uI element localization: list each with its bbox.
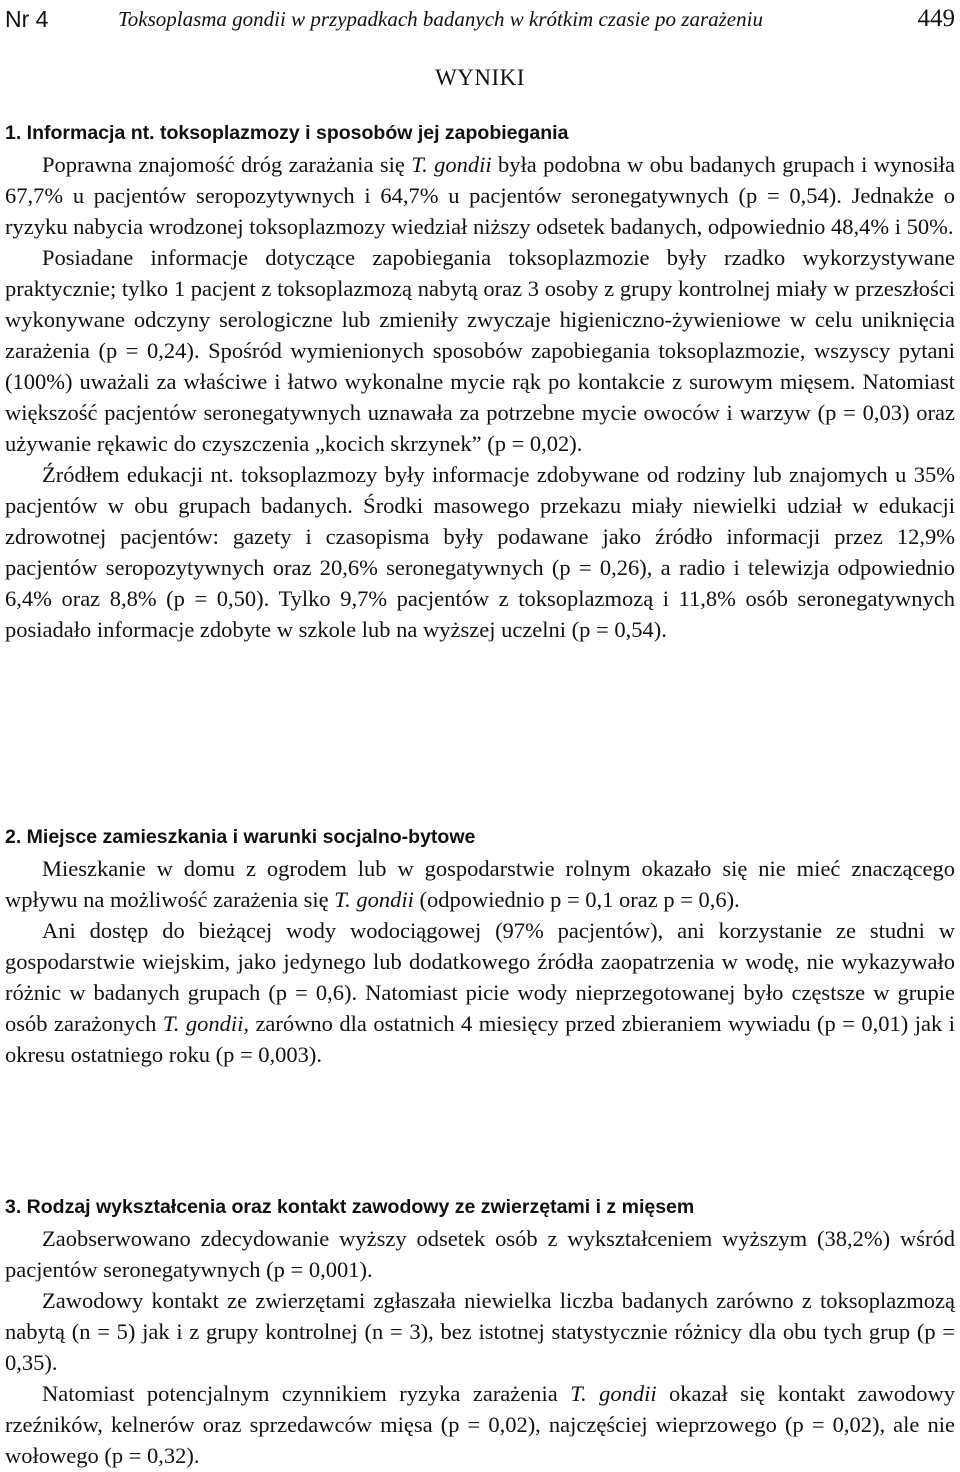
section-heading: 3. Rodzaj wykształcenia oraz kontakt zawodowy ze zwierzętami i z mięsem xyxy=(5,1196,695,1218)
species-name: T. gondii xyxy=(411,152,492,177)
paragraph: Źródłem edukacji nt. toksoplazmozy były informacje zdobywane od rodziny lub znajomych u 35% pacjentów w obu grupach badanych. Środki masowego przekazu miały niewielki udział w edukacji zdrowotnej pacjentów: gazety i czasopisma były podawane jako źródło informacji przez 12,9% pacjentów seropozytywnych oraz 20,6% seronegatywnych (p = 0,26), a radio i telewizja odpowiednio 6,4% oraz 8,8% (p = 0,50). Tylko 9,7% pacjentów z toksoplazmozą i 11,8% osób seronegatywnych posiadało informacje zdobyte w szkole lub na wyższej uczelni (p = 0,54). xyxy=(5,462,955,642)
species-name: T. gondii xyxy=(162,1011,244,1036)
document-page xyxy=(5,0,955,1472)
journal-issue-number: Nr 4 xyxy=(5,6,49,32)
section-heading: 1. Informacja nt. toksoplazmozy i sposobów jej zapobiegania xyxy=(5,122,569,144)
results-heading: WYNIKI xyxy=(435,65,525,90)
section-knowledge-prevention xyxy=(5,118,955,645)
section-heading: 2. Miejsce zamieszkania i warunki socjalno-bytowe xyxy=(5,826,476,848)
paragraph: Zaobserwowano zdecydowanie wyższy odsetek osób z wykształceniem wyższym (38,2%) wśród pacjentów seronegatywnych (p = 0,001). xyxy=(5,1226,955,1282)
paragraph: Zawodowy kontakt ze zwierzętami zgłaszała niewielka liczba badanych zarówno z toksoplazmozą nabytą (n = 5) jak i z grupy kontrolnej (n = 3), bez istotnej statystycznie różnicy dla obu tych grup (p = 0,35). xyxy=(5,1288,955,1375)
section-residence-living-conditions xyxy=(5,822,955,1070)
running-header xyxy=(5,2,955,36)
running-title: Toksoplasma gondii w przypadkach badanych w krótkim czasie po zarażeniu xyxy=(118,7,763,31)
species-name: T. gondii xyxy=(570,1381,657,1406)
page-number: 449 xyxy=(917,5,955,32)
paragraph: Posiadane informacje dotyczące zapobiegania toksoplazmozie były rzadko wykorzystywane praktycznie; tylko 1 pacjent z toksoplazmozą nabytą oraz 3 osoby z grupy kontrolnej miały w przeszłości wykonywane odczyny serologiczne lub zmieniły zwyczaje higieniczno-żywieniowe w celu uniknięcia zarażenia (p = 0,24). Spośród wymienionych sposobów zapobiegania toksoplazmozie, wszyscy pytani (100%) uważali za właściwe i łatwo wykonalne mycie rąk po kontakcie z surowym mięsem. Natomiast większość pacjentów seronegatywnych uznawała za potrzebne mycie owoców i warzyw (p = 0,03) oraz używanie rękawic do czyszczenia „kocich skrzynek” (p = 0,02). xyxy=(5,245,955,456)
paragraph: Poprawna znajomość dróg zarażania się T. gondii była podobna w obu badanych grupach i wynosiła 67,7% u pacjentów seropozytywnych i 64,7% u pacjentów seronegatywnych (p = 0,54). Jednakże o ryzyku nabycia wrodzonej toksoplazmozy wiedział niższy odsetek badanych, odpowiednio 48,4% i 50%. xyxy=(5,152,955,239)
paragraph: Ani dostęp do bieżącej wody wodociągowej (97% pacjentów), ani korzystanie ze studni w gospodarstwie wiejskim, jako jedynego lub dodatkowego źródła zaopatrzenia w wodę, nie wykazywało różnic w badanych grupach (p = 0,6). Natomiast picie wody nieprzegotowanej było częstsze w grupie osób zarażonych T. gondii, zarówno dla ostatnich 4 miesięcy przed zbieraniem wywiadu (p = 0,01) jak i okresu ostatniego roku (p = 0,003). xyxy=(5,918,955,1067)
paragraph: Natomiast potencjalnym czynnikiem ryzyka zarażenia T. gondii okazał się kontakt zawodowy rzeźników, kelnerów oraz sprzedawców mięsa (p = 0,02), najczęściej wieprzowego (p = 0,02), ale nie wołowego (p = 0,32). xyxy=(5,1381,955,1468)
section-education-occupational-contact xyxy=(5,1192,955,1471)
species-name: T. gondii xyxy=(334,887,414,912)
paragraph: Mieszkanie w domu z ogrodem lub w gospodarstwie rolnym okazało się nie mieć znaczącego wpływu na możliwość zarażenia się T. gondii (odpowiednio p = 0,1 oraz p = 0,6). xyxy=(5,856,955,912)
